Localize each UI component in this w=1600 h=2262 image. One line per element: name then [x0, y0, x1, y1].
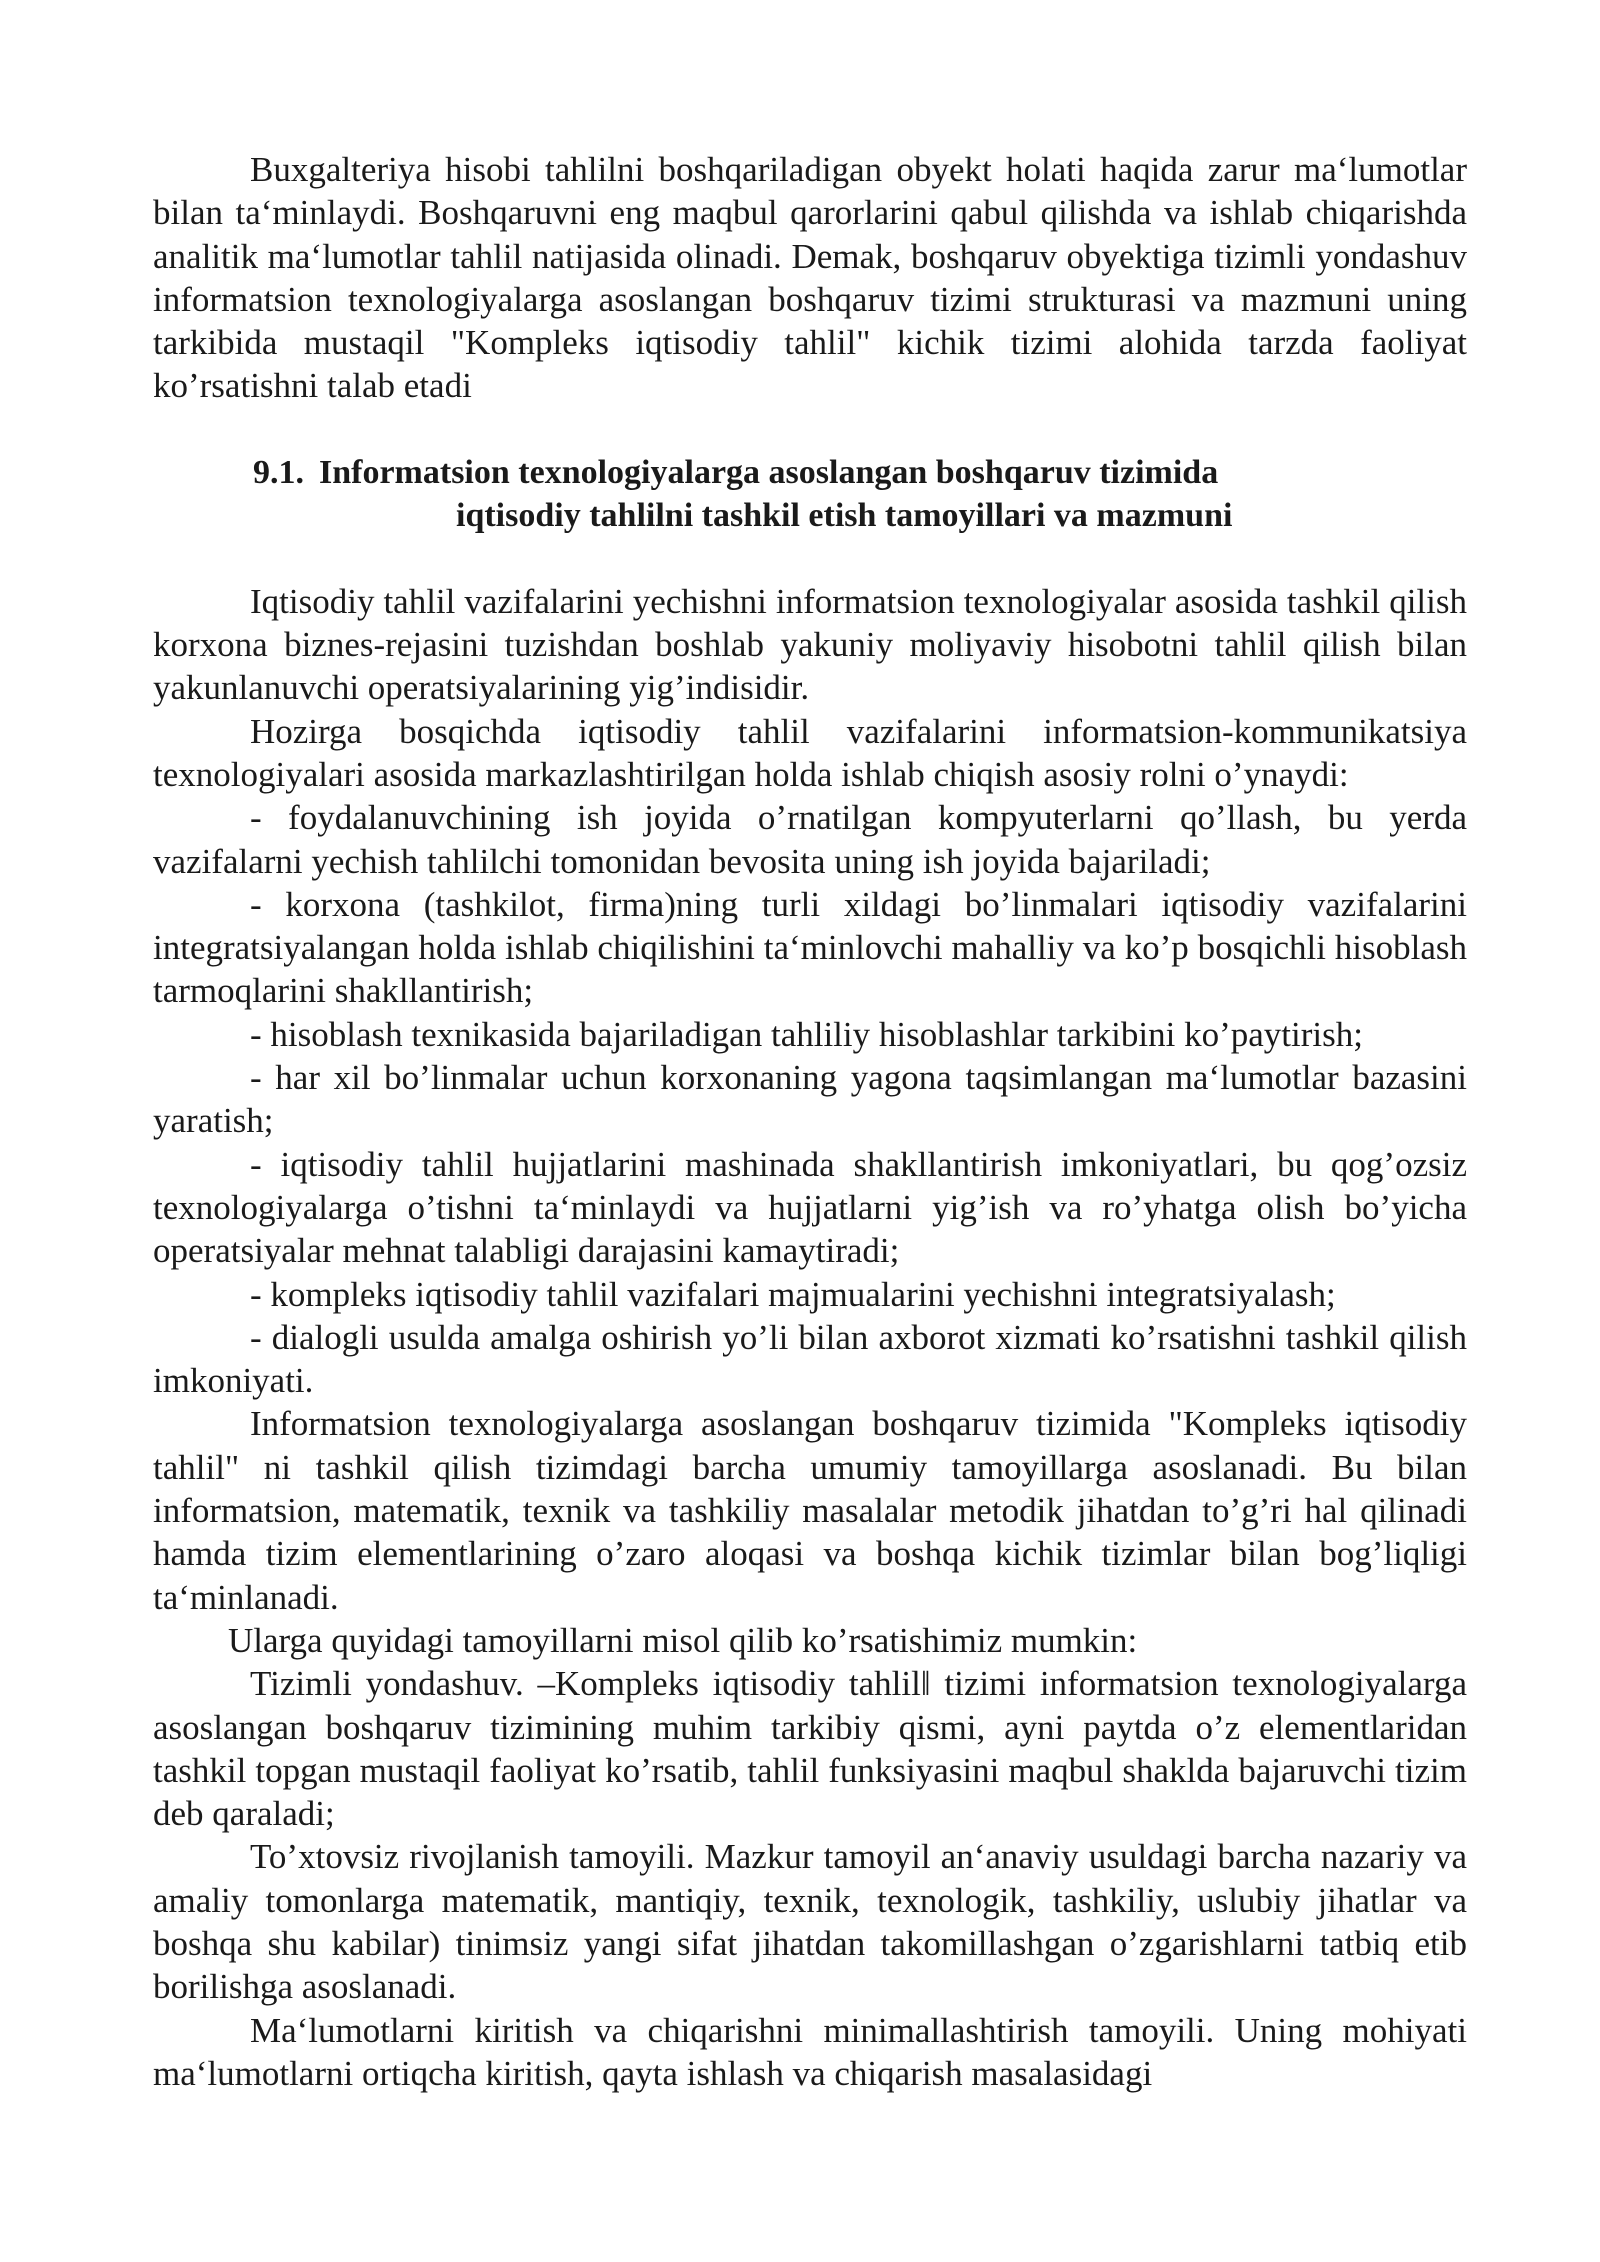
- paragraph: Ma‘lumotlarni kiritish va chiqarishni minimallashtirish tamoyili. Uning mohiyati ma‘lumotlarni ortiqcha kiritish, qayta ishlash va chiqarish masalasidagi: [153, 2010, 1467, 2093]
- list-item: - korxona (tashkilot, firma)ning turli xildagi bo’linmalari iqtisodiy vazifalarini integratsiyalangan holda ishlab chiqilishini ta‘minlovchi mahalliy va ko’p bosqichli hisoblash tarmoqlarini shakllantirish;: [153, 884, 1467, 1011]
- document-page: [153, 148, 1467, 2095]
- list-item: - foydalanuvchining ish joyida o’rnatilgan kompyuterlarni qo’llash, bu yerda vazifalarni yechish tahlilchi tomonidan bevosita uning ish joyida bajariladi;: [153, 798, 1467, 881]
- section-heading: [153, 451, 1467, 537]
- intro-paragraph: Buxgalteriya hisobi tahlilni boshqariladigan obyekt holati haqida zarur ma‘lumotlar bilan ta‘minlaydi. Boshqaruvni eng maqbul qarorlarini qabul qilishda va ishlab chiqarishda analitik ma‘lumotlar tahlil natijasida olinadi. Demak, boshqaruv obyektiga tizimli yondashuv informatsion texnologiyalarga asoslangan boshqaruv tizimi strukturasi va mazmuni uning tarkibida mustaqil "Kompleks iqtisodiy tahlil" kichik tizimi alohida tarzda faoliyat ko’rsatishni talab etadi: [153, 150, 1467, 406]
- section-title-line-2: iqtisodiy tahlilni tashkil etish tamoyillari va mazmuni: [456, 496, 1233, 534]
- paragraph: Ularga quyidagi tamoyillarni misol qilib ko’rsatishimiz mumkin:: [228, 1620, 1138, 1660]
- paragraph: Iqtisodiy tahlil vazifalarini yechishni informatsion texnologiyalar asosida tashkil qilish korxona biznes-rejasini tuzishdan boshlab yakuniy moliyaviy hisobotni tahlil qilish bilan yakunlanuvchi operatsiyalarining yig’indisidir.: [153, 581, 1467, 708]
- list-item: - dialogli usulda amalga oshirish yo’li bilan axborot xizmati ko’rsatishni tashkil qilish imkoniyati.: [153, 1317, 1467, 1401]
- list-item: - har xil bo’linmalar uchun korxonaning yagona taqsimlangan ma‘lumotlar bazasini yaratish;: [153, 1058, 1467, 1141]
- paragraph: Informatsion texnologiyalarga asoslangan boshqaruv tizimida "Kompleks iqtisodiy tahlil" ni tashkil qilish tizimdagi barcha umumiy tamoyillarga asoslanadi. Bu bilan informatsion, matematik, texnik va tashkiliy masalalar metodik jihatdan to’g’ri hal qilinadi hamda tizim elementlarining o’zaro aloqasi va boshqa kichik tizimlar bilan bog’liqligi ta‘minlanadi.: [153, 1404, 1467, 1617]
- paragraph: Hozirga bosqichda iqtisodiy tahlil vazifalarini informatsion-kommunikatsiya texnologiyalari asosida markazlashtirilgan holda ishlab chiqish asosiy rolni o’ynaydi:: [153, 711, 1467, 794]
- section-title-line-1: Informatsion texnologiyalarga asoslangan boshqaruv tizimida: [319, 453, 1219, 491]
- list-item: - hisoblash texnikasida bajariladigan tahliliy hisoblashlar tarkibini ko’paytirish;: [250, 1014, 1363, 1054]
- paragraph: To’xtovsiz rivojlanish tamoyili. Mazkur tamoyil an‘anaviy usuldagi barcha nazariy va amaliy tomonlarga matematik, mantiqiy, texnik, texnologik, tashkiliy, uslubiy jihatlar va boshqa shu kabilar) tinimsiz yangi sifat jihatdan takomillashgan o’zgarishlarni tatbiq etib borilishga asoslanadi.: [153, 1837, 1467, 2007]
- paragraph: Tizimli yondashuv. –Kompleks iqtisodiy tahlil‖ tizimi informatsion texnologiyalarga asoslangan boshqaruv tizimining muhim tarkibiy qismi, ayni paytda o’z elementlaridan tashkil topgan mustaqil faoliyat ko’rsatib, tahlil funksiyasini maqbul shaklda bajaruvchi tizim deb qaraladi;: [153, 1664, 1467, 1834]
- list-item: - iqtisodiy tahlil hujjatlarini mashinada shakllantirish imkoniyatlari, bu qog’ozsiz texnologiyalarga o’tishni ta‘minlaydi va hujjatlarni yig’ish va ro’yhatga olish bo’yicha operatsiyalar mehnat talabligi darajasini kamaytiradi;: [153, 1144, 1467, 1271]
- section-number: 9.1.: [253, 453, 304, 491]
- list-item: - kompleks iqtisodiy tahlil vazifalari majmualarini yechishni integratsiyalash;: [250, 1274, 1336, 1314]
